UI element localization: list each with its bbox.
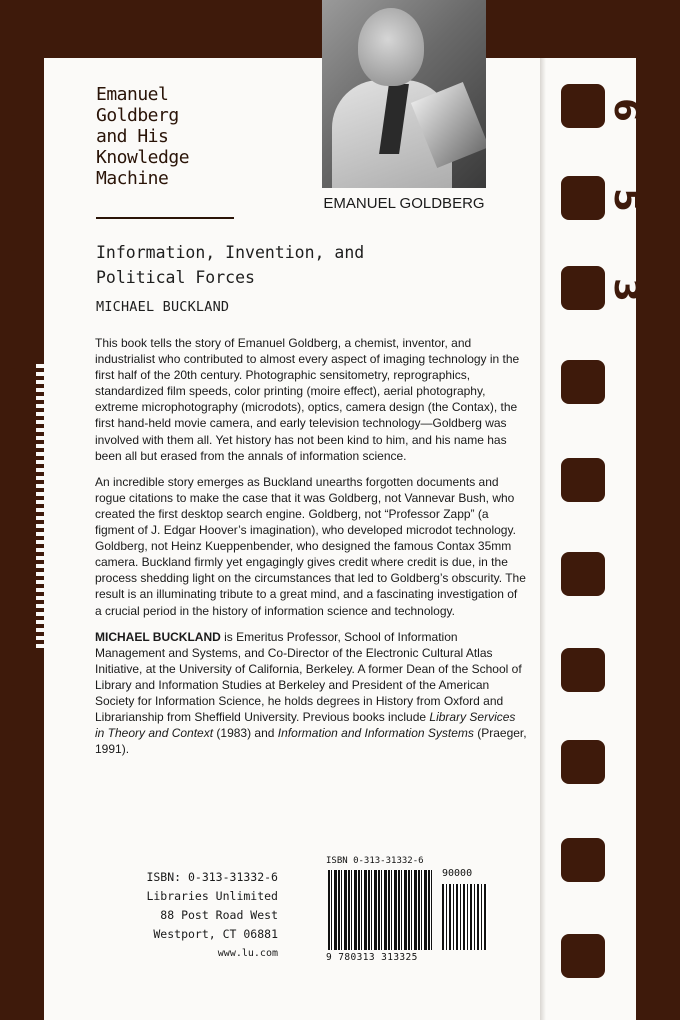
goldberg-portrait-photo	[322, 0, 486, 188]
description-paragraph: This book tells the story of Emanuel Goldberg, a chemist, inventor, and industrialist who contributed to almost every aspect of imaging technology in the first half of the 20th century. Photographic sensitometry, reprographics, standardized film speeds, color printing (moire effect), aerial photography, extreme microphotography (microdots), optics, camera design (the Contax), the first hand-held movie camera, and early television technology—Goldberg was involved with them all. Yet history has not been kind to him, and his name has been all but erased from the annals of information science.	[95, 336, 520, 463]
book-subtitle: Information, Invention, and Political Forces	[96, 243, 365, 287]
sprocket-hole-left	[8, 368, 36, 410]
film-perforation-strip	[36, 360, 44, 650]
sprocket-hole-right	[561, 360, 605, 404]
previous-book-title: Library Services in Theory and Context	[95, 710, 516, 741]
barcode-price-code: 90000	[442, 868, 473, 879]
barcode-addon-bars	[442, 884, 488, 950]
frame-number: 6	[606, 98, 646, 122]
sprocket-hole-left	[8, 838, 36, 880]
sprocket-hole-right	[561, 934, 605, 978]
frame-number: 3	[606, 278, 646, 302]
title-divider	[96, 217, 234, 219]
publisher-website: www.lu.com	[217, 948, 278, 959]
isbn-text: ISBN: 0-313-31332-6	[146, 870, 278, 884]
publisher-name: Libraries Unlimited	[146, 889, 278, 903]
sprocket-hole-right	[561, 552, 605, 596]
sprocket-hole-left	[8, 250, 36, 292]
back-cover-description	[95, 335, 527, 767]
sprocket-hole-right	[561, 458, 605, 502]
isbn-barcode	[326, 856, 494, 966]
sprocket-hole-left	[8, 740, 36, 782]
sprocket-hole-right	[561, 176, 605, 220]
sprocket-hole-left	[8, 644, 36, 686]
sprocket-hole-right	[561, 648, 605, 692]
author-bio-name: MICHAEL BUCKLAND	[95, 629, 221, 644]
sprocket-hole-left	[8, 476, 36, 518]
barcode-digits: 9 780313 313325	[326, 952, 418, 963]
frame-number: 5	[606, 188, 646, 212]
publisher-info	[100, 868, 278, 963]
publisher-address: Westport, CT 06881	[153, 927, 278, 941]
sprocket-hole-right	[561, 740, 605, 784]
sprocket-hole-right	[561, 84, 605, 128]
book-title: Emanuel Goldberg and His Knowledge Machine	[96, 84, 190, 189]
photo-caption: EMANUEL GOLDBERG	[322, 188, 486, 220]
description-paragraph: An incredible story emerges as Buckland unearths forgotten documents and rogue citations to make the case that it was Goldberg, not Vannevar Bush, who created the first desktop search engine. Goldberg, not “Professor Zapp” (a figment of J. Edgar Hoover’s imagination), who developed microdot technology. Goldberg, not Heinz Kueppenbender, who designed the famous Contax 35mm camera. Buckland firmly yet engagingly gives credit where credit is due, in the process shedding light on the circumstances that led to Goldberg’s obscurity. The result is an illuminating tribute to a great mind, and a fascinating investigation of a crucial period in the history of information science and technology.	[95, 474, 526, 618]
sprocket-hole-left	[8, 170, 36, 212]
sprocket-hole-left	[8, 566, 36, 608]
sprocket-hole-left	[8, 934, 36, 976]
barcode-bars	[328, 870, 432, 950]
author-name: MICHAEL BUCKLAND	[96, 299, 230, 315]
sprocket-hole-right	[561, 838, 605, 882]
previous-book-title: Information and Information Systems	[277, 726, 474, 741]
author-bio: MICHAEL BUCKLAND is Emeritus Professor, School of Information Management and Systems, and Co-Director of the Electronic Cultural Atlas Initiative, at the University of California, Berkeley. A former Dean of the School of Library and Information Studies at Berkeley and President of the American Society for Information Science, he holds degrees in History from Oxford and Librarianship from Sheffield University. Previous books include Library Services in Theory and Context (1983) and Information and Information Systems (Praeger, 1991).	[95, 629, 527, 757]
sprocket-hole-right	[561, 266, 605, 310]
barcode-isbn-label: ISBN 0-313-31332-6	[326, 856, 424, 866]
sprocket-hole-left	[8, 74, 36, 116]
publisher-address: 88 Post Road West	[160, 908, 278, 922]
